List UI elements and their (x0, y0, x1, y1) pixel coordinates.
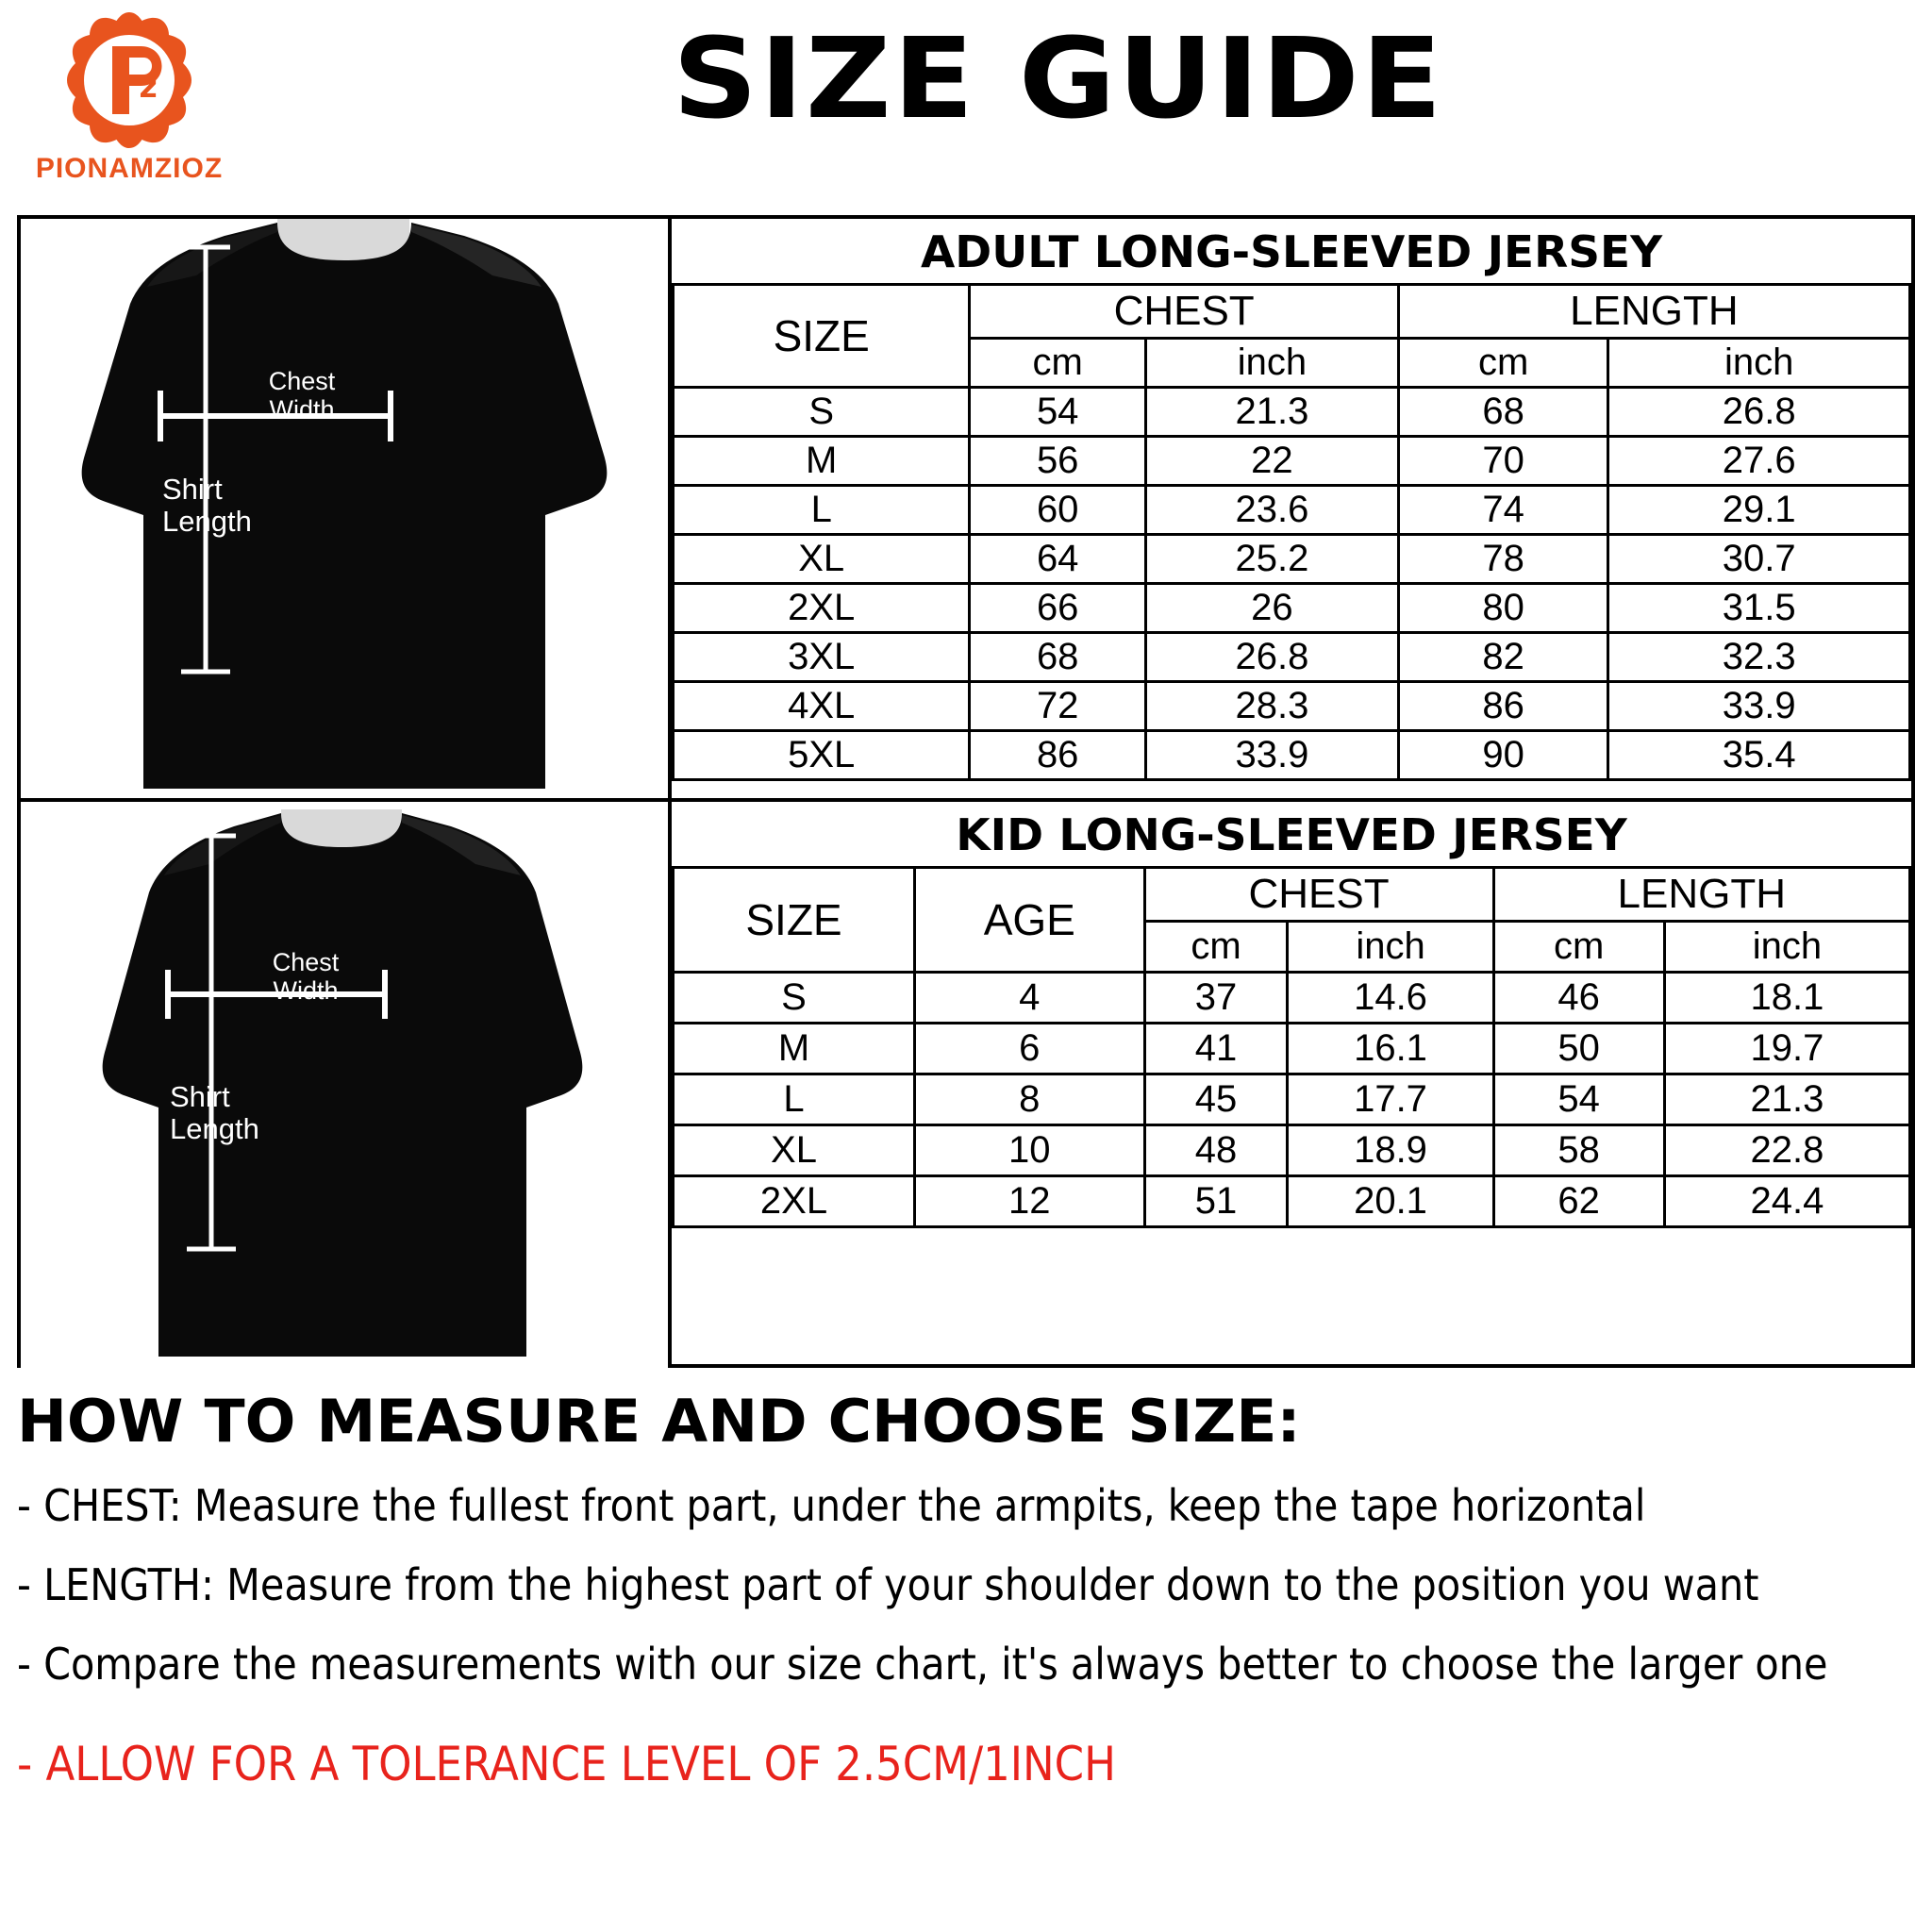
cell-age: 8 (914, 1074, 1144, 1125)
cell-chest-cm: 68 (970, 633, 1146, 682)
cell-length-cm: 74 (1398, 486, 1608, 535)
adult-shirt-graphic (21, 219, 668, 798)
cell-chest-cm: 51 (1144, 1176, 1288, 1227)
table-row (674, 973, 1910, 1024)
table-row (674, 584, 1910, 633)
cell-chest-inch: 26.8 (1145, 633, 1398, 682)
cell-chest-cm: 37 (1144, 973, 1288, 1024)
cell-age: 10 (914, 1125, 1144, 1176)
cell-length-cm: 58 (1493, 1125, 1664, 1176)
cell-length-cm: 90 (1398, 731, 1608, 780)
cell-size: L (674, 486, 970, 535)
cell-length-inch: 35.4 (1608, 731, 1910, 780)
cell-length-cm: 46 (1493, 973, 1664, 1024)
cell-size: 4XL (674, 682, 970, 731)
col-age: AGE (914, 868, 1144, 973)
cell-size: 2XL (674, 1176, 915, 1227)
how-to-measure-title: HOW TO MEASURE AND CHOOSE SIZE: (17, 1387, 1301, 1456)
kid-chest-width-label: Chest Width (272, 948, 340, 1005)
cell-length-cm: 86 (1398, 682, 1608, 731)
cell-size: M (674, 437, 970, 486)
cell-age: 4 (914, 973, 1144, 1024)
page-title: SIZE GUIDE (673, 13, 1444, 143)
cell-chest-cm: 86 (970, 731, 1146, 780)
cell-length-cm: 82 (1398, 633, 1608, 682)
adult-chest-width-label: Chest Width (268, 367, 336, 424)
cell-chest-inch: 18.9 (1288, 1125, 1493, 1176)
cell-chest-inch: 28.3 (1145, 682, 1398, 731)
cell-chest-cm: 54 (970, 388, 1146, 437)
table-row (674, 535, 1910, 584)
cell-length-cm: 54 (1493, 1074, 1664, 1125)
kid-size-table (672, 866, 1911, 1228)
col-chest: CHEST (970, 285, 1398, 339)
cell-length-inch: 19.7 (1664, 1024, 1909, 1074)
col-length-inch: inch (1664, 922, 1909, 973)
how-to-measure-section (17, 1387, 1915, 1839)
cell-chest-inch: 22 (1145, 437, 1398, 486)
cell-age: 12 (914, 1176, 1144, 1227)
col-length: LENGTH (1493, 868, 1909, 922)
cell-length-inch: 18.1 (1664, 973, 1909, 1024)
cell-length-cm: 68 (1398, 388, 1608, 437)
table-header-row (674, 285, 1910, 339)
table-row (674, 731, 1910, 780)
col-chest-inch: inch (1288, 922, 1493, 973)
table-row (674, 1176, 1910, 1227)
page-header (0, 0, 1932, 215)
saw-blade-p-logo-icon (58, 9, 200, 151)
col-length-cm: cm (1493, 922, 1664, 973)
table-row (674, 388, 1910, 437)
table-row (674, 437, 1910, 486)
cell-chest-cm: 66 (970, 584, 1146, 633)
cell-size: XL (674, 1125, 915, 1176)
col-size: SIZE (674, 868, 915, 973)
cell-chest-inch: 23.6 (1145, 486, 1398, 535)
cell-chest-cm: 48 (1144, 1125, 1288, 1176)
cell-chest-cm: 64 (970, 535, 1146, 584)
col-length-inch: inch (1608, 339, 1910, 388)
how-to-measure-line-length: - LENGTH: Measure from the highest part of your shoulder down to the position you want (17, 1559, 1759, 1610)
kid-jersey-illustration-cell (21, 802, 672, 1368)
cell-chest-cm: 41 (1144, 1024, 1288, 1074)
col-size: SIZE (674, 285, 970, 388)
cell-length-inch: 30.7 (1608, 535, 1910, 584)
cell-chest-inch: 26 (1145, 584, 1398, 633)
how-to-measure-line-chest: - CHEST: Measure the fullest front part, under the armpits, keep the tape horizontal (17, 1480, 1646, 1531)
adult-table-title: ADULT LONG-SLEEVED JERSEY (920, 226, 1663, 277)
cell-chest-inch: 17.7 (1288, 1074, 1493, 1125)
table-header-row (674, 868, 1910, 922)
cell-size: 2XL (674, 584, 970, 633)
cell-chest-inch: 16.1 (1288, 1024, 1493, 1074)
table-row (674, 1074, 1910, 1125)
cell-chest-cm: 56 (970, 437, 1146, 486)
kid-shirt-graphic (21, 802, 668, 1368)
size-chart-grid (17, 215, 1915, 1368)
cell-size: 5XL (674, 731, 970, 780)
svg-text:z: z (139, 68, 158, 105)
cell-size: L (674, 1074, 915, 1125)
cell-chest-cm: 72 (970, 682, 1146, 731)
cell-length-inch: 26.8 (1608, 388, 1910, 437)
cell-chest-inch: 33.9 (1145, 731, 1398, 780)
adult-table-cell (672, 219, 1911, 798)
cell-chest-cm: 45 (1144, 1074, 1288, 1125)
cell-length-cm: 78 (1398, 535, 1608, 584)
cell-length-inch: 32.3 (1608, 633, 1910, 682)
adult-size-table (672, 283, 1911, 781)
cell-length-inch: 31.5 (1608, 584, 1910, 633)
cell-size: XL (674, 535, 970, 584)
cell-length-cm: 62 (1493, 1176, 1664, 1227)
brand-name: PIONAMZIOZ (35, 153, 224, 184)
cell-length-cm: 50 (1493, 1024, 1664, 1074)
col-chest: CHEST (1144, 868, 1493, 922)
cell-age: 6 (914, 1024, 1144, 1074)
cell-chest-inch: 14.6 (1288, 973, 1493, 1024)
adult-section (21, 219, 1911, 798)
how-to-measure-line-compare: - Compare the measurements with our size chart, it's always better to choose the larger one (17, 1639, 1828, 1690)
col-chest-cm: cm (970, 339, 1146, 388)
col-chest-inch: inch (1145, 339, 1398, 388)
cell-length-inch: 27.6 (1608, 437, 1910, 486)
col-length: LENGTH (1398, 285, 1909, 339)
table-row (674, 1024, 1910, 1074)
table-row (674, 633, 1910, 682)
kid-table-cell (672, 802, 1911, 1368)
cell-length-cm: 70 (1398, 437, 1608, 486)
kid-section (21, 798, 1911, 1368)
col-length-cm: cm (1398, 339, 1608, 388)
cell-size: S (674, 973, 915, 1024)
cell-size: 3XL (674, 633, 970, 682)
cell-length-inch: 29.1 (1608, 486, 1910, 535)
table-row (674, 486, 1910, 535)
cell-chest-inch: 25.2 (1145, 535, 1398, 584)
brand-block (21, 9, 238, 185)
tolerance-warning: - ALLOW FOR A TOLERANCE LEVEL OF 2.5CM/1INCH (17, 1737, 1116, 1791)
cell-length-inch: 33.9 (1608, 682, 1910, 731)
adult-shirt-length-label: Shirt Length (162, 473, 252, 539)
cell-length-inch: 22.8 (1664, 1125, 1909, 1176)
cell-size: S (674, 388, 970, 437)
cell-chest-inch: 21.3 (1145, 388, 1398, 437)
table-row (674, 1125, 1910, 1176)
adult-jersey-illustration-cell (21, 219, 672, 798)
table-row (674, 682, 1910, 731)
cell-length-inch: 21.3 (1664, 1074, 1909, 1125)
cell-size: M (674, 1024, 915, 1074)
kid-shirt-length-label: Shirt Length (170, 1080, 259, 1146)
kid-table-title: KID LONG-SLEEVED JERSEY (956, 809, 1627, 860)
cell-chest-inch: 20.1 (1288, 1176, 1493, 1227)
cell-chest-cm: 60 (970, 486, 1146, 535)
cell-length-inch: 24.4 (1664, 1176, 1909, 1227)
col-chest-cm: cm (1144, 922, 1288, 973)
cell-length-cm: 80 (1398, 584, 1608, 633)
